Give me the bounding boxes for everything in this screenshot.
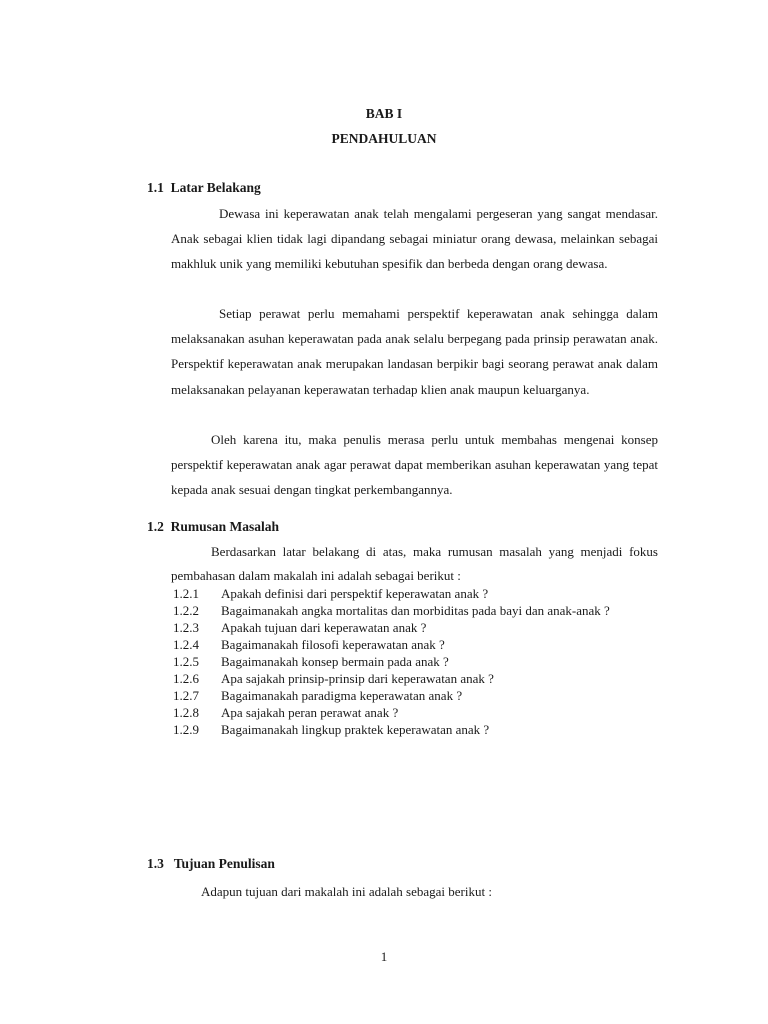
list-item-number: 1.2.4: [173, 637, 199, 652]
list-item: [173, 670, 659, 687]
paragraph: Oleh karena itu, maka penulis merasa perlu untuk membahas mengenai konsep perspektif keperawatan anak agar perawat dapat memberikan asuhan keperawatan yang tepat kepada anak sesuai dengan tingkat perkembangannya.: [171, 432, 658, 498]
list-item-number: 1.2.6: [173, 671, 199, 686]
paragraph: Berdasarkan latar belakang di atas, maka rumusan masalah yang menjadi fokus pembahasan dalam makalah ini adalah sebagai berikut :: [171, 544, 658, 583]
section-title: Rumusan Masalah: [170, 519, 280, 534]
list-item: [173, 687, 659, 704]
section-title: Latar Belakang: [170, 180, 261, 195]
list-item-text: Bagaimanakah konsep bermain pada anak ?: [221, 654, 449, 669]
list-item-number: 1.2.9: [173, 722, 199, 737]
list-item-number: 1.2.1: [173, 586, 199, 601]
chapter-title: PENDAHULUAN: [331, 131, 437, 146]
list-item-number: 1.2.8: [173, 705, 199, 720]
list-item-number: 1.2.3: [173, 620, 199, 635]
paragraph: Setiap perawat perlu memahami perspektif keperawatan anak sehingga dalam melaksanakan asuhan keperawatan pada anak selalu berpegang pada prinsip perawatan anak. Perspektif keperawatan anak merupakan landasan berpikir bagi seorang perawat anak dalam melaksanakan pelayanan keperawatan terhadap klien anak maupun keluarganya.: [171, 306, 658, 397]
chapter-label: BAB I: [365, 106, 403, 121]
problem-list: [173, 585, 659, 738]
list-item: [173, 619, 659, 636]
list-item: [173, 721, 659, 738]
list-item-text: Apakah definisi dari perspektif keperawatan anak ?: [221, 586, 489, 601]
list-item: [173, 636, 659, 653]
paragraph: Adapun tujuan dari makalah ini adalah sebagai berikut :: [201, 884, 492, 899]
section-number: 1.2: [147, 519, 164, 534]
section-heading-1-3: [147, 856, 275, 872]
section-number: 1.1: [147, 180, 164, 195]
list-item-text: Apakah tujuan dari keperawatan anak ?: [221, 620, 427, 635]
list-item: [173, 653, 659, 670]
list-item-number: 1.2.7: [173, 688, 199, 703]
paragraph: Dewasa ini keperawatan anak telah mengalami pergeseran yang sangat mendasar. Anak sebagai klien tidak lagi dipandang sebagai miniatur orang dewasa, melainkan sebagai makhluk unik yang memiliki kebutuhan spesifik dan berbeda dengan orang dewasa.: [171, 206, 658, 272]
page-number: 1: [380, 949, 388, 964]
list-item-number: 1.2.5: [173, 654, 199, 669]
list-item-text: Bagaimanakah angka mortalitas dan morbiditas pada bayi dan anak-anak ?: [221, 603, 610, 618]
list-item-text: Apa sajakah prinsip-prinsip dari keperawatan anak ?: [221, 671, 494, 686]
list-item-number: 1.2.2: [173, 603, 199, 618]
section-title: Tujuan Penulisan: [173, 856, 275, 871]
list-item-text: Bagaimanakah filosofi keperawatan anak ?: [221, 637, 445, 652]
section-heading-1-1: [147, 180, 261, 196]
section-number: 1.3: [147, 856, 164, 871]
list-item: [173, 704, 659, 721]
section-heading-1-2: [147, 519, 279, 535]
list-item-text: Bagaimanakah lingkup praktek keperawatan anak ?: [221, 722, 490, 737]
list-item-text: Bagaimanakah paradigma keperawatan anak ?: [221, 688, 463, 703]
list-item-text: Apa sajakah peran perawat anak ?: [221, 705, 399, 720]
